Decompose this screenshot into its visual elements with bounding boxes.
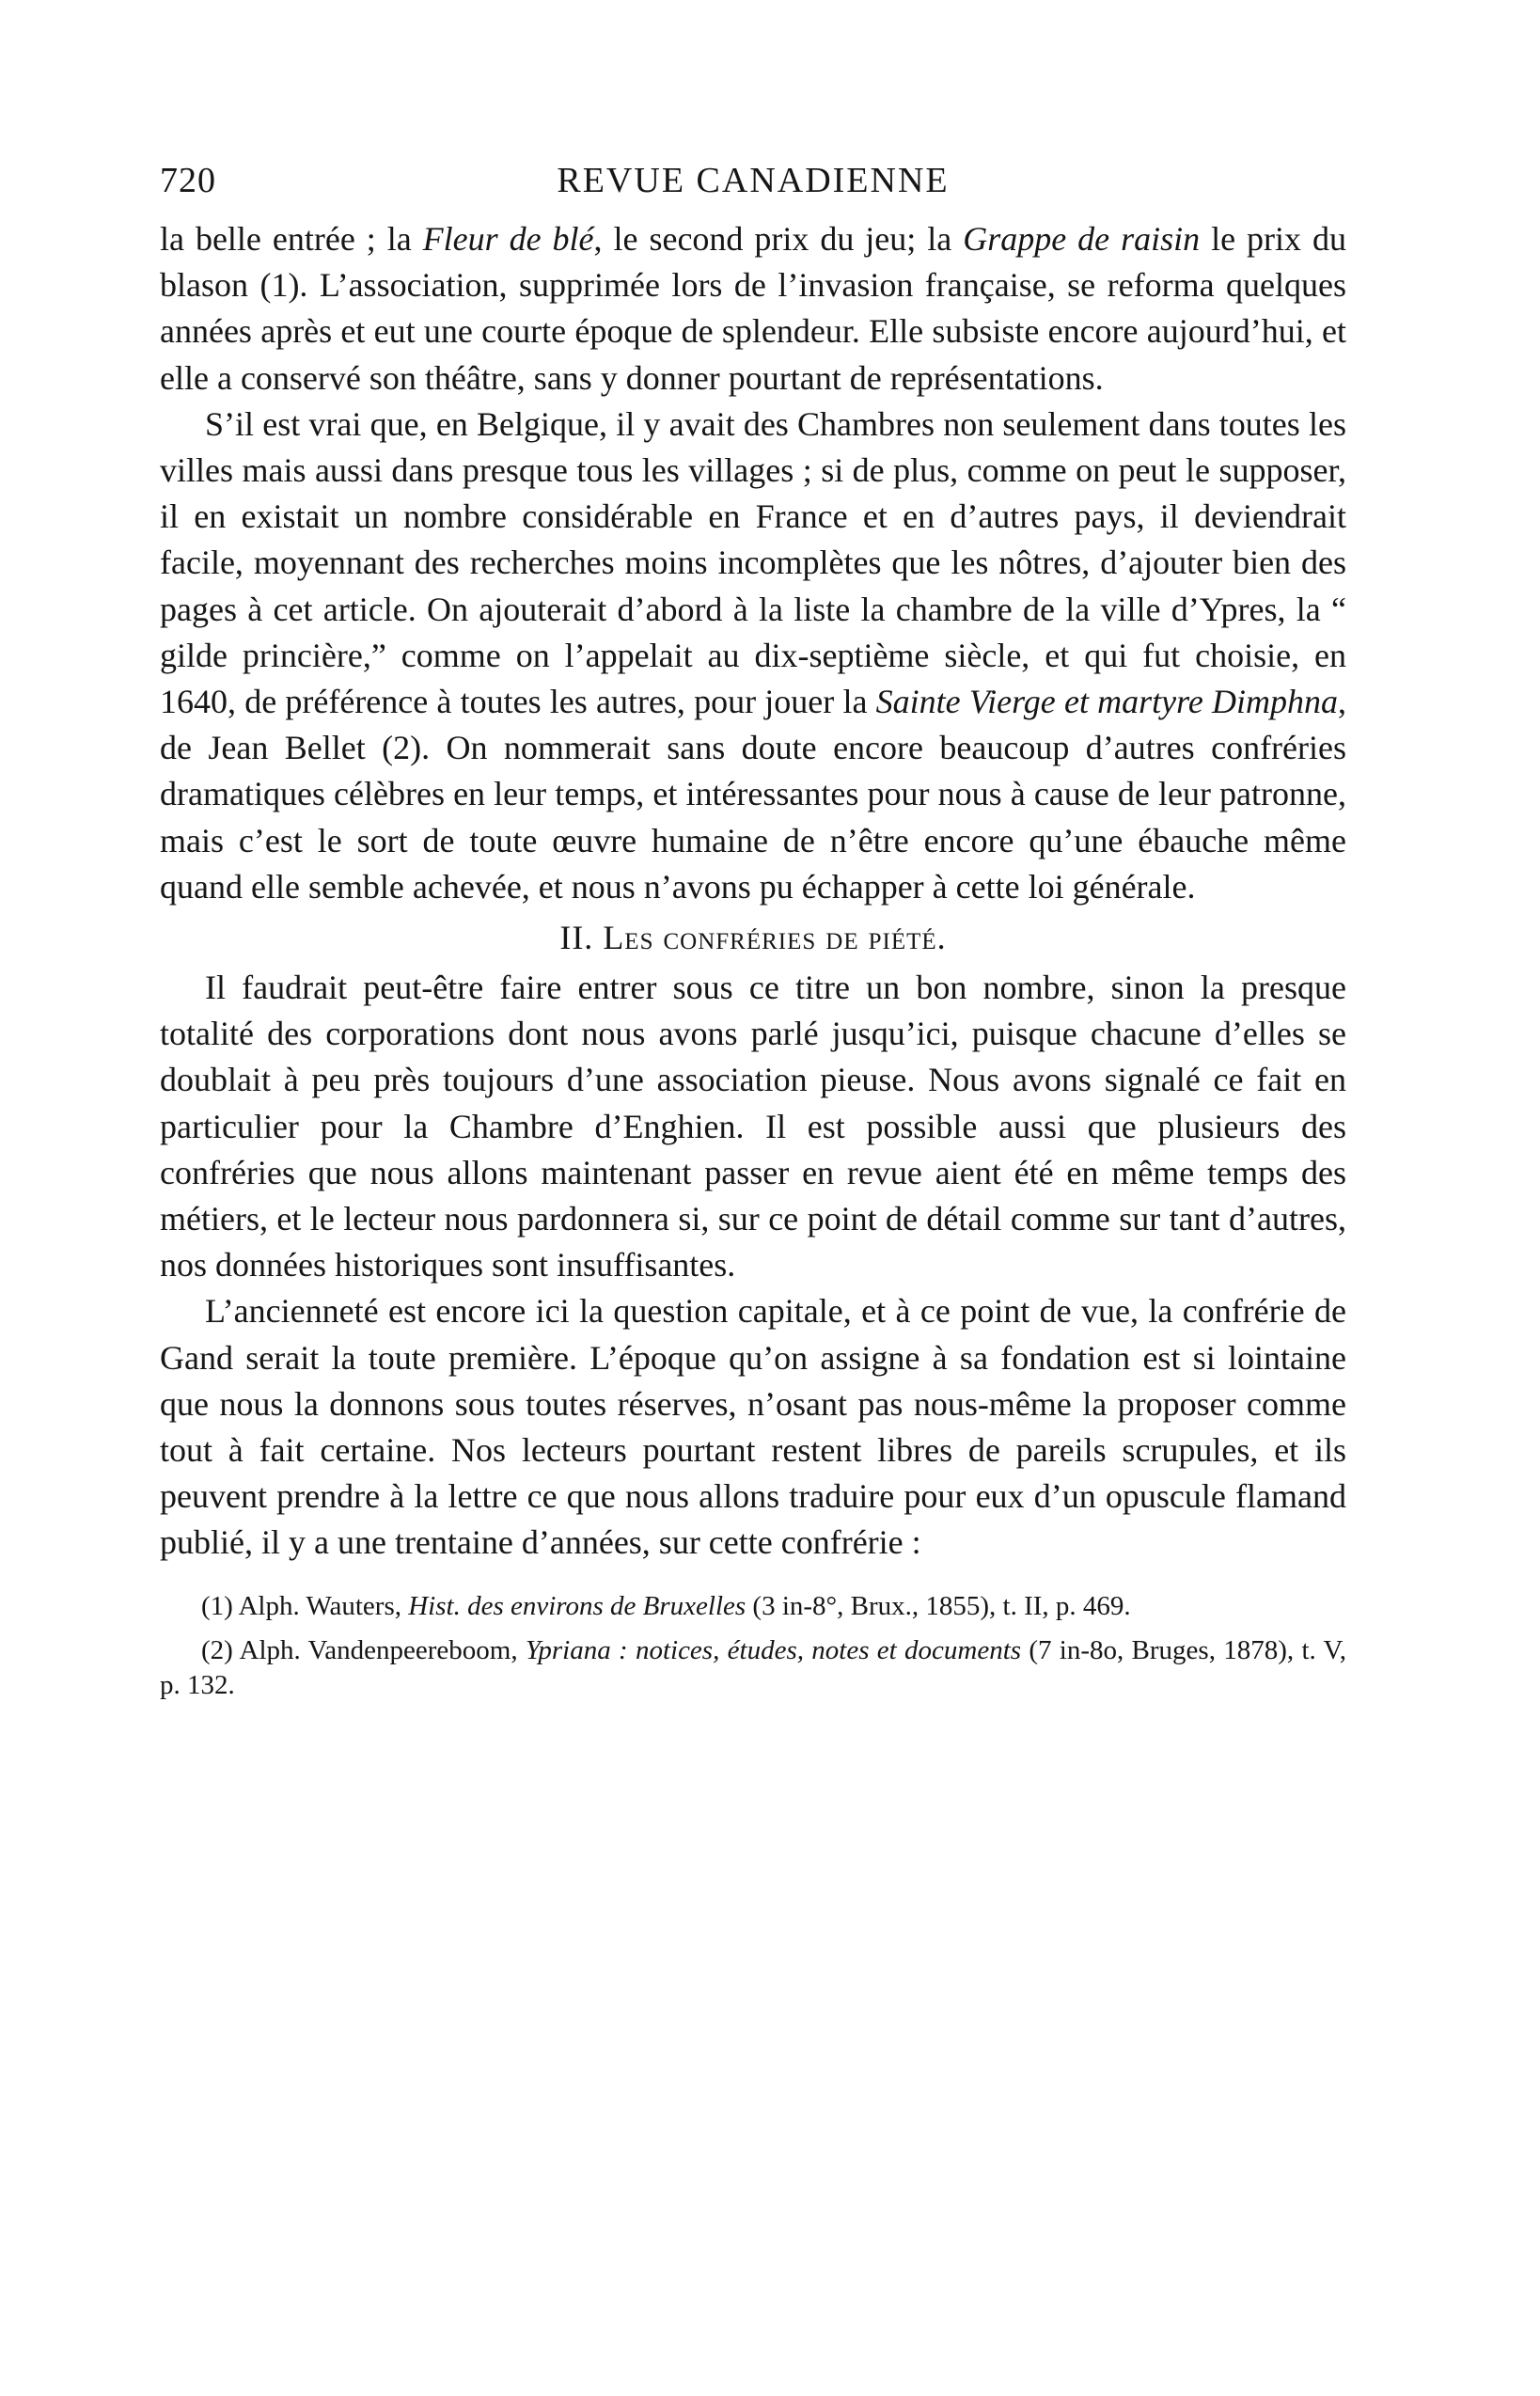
paragraph-4: L’ancienneté est encore ici la question capitale, et à ce point de vue, la confrérie de Gand serait la toute première. L’époque qu’on assigne à sa fondation est si lointaine que nous la donnons sous toutes réserves, n’osant pas nous-même la proposer comme tout à fait certaine. Nos lecteurs pourtant restent libres de pareils scrupules, et ils peuvent prendre à la lettre ce que nous allons traduire pour eux d’un opuscule flamand publié, il y a une trentaine d’années, sur cette confrérie : — [160, 1292, 1346, 1562]
paragraph-1-italic-2: Grappe de raisin — [963, 220, 1201, 258]
footnote-2-text-1: (2) Alph. Vandenpeereboom, — [201, 1634, 526, 1665]
paragraph-1-italic-1: Fleur de blé — [422, 220, 594, 258]
paragraph-1-text-3: le prix du blason (1). L’association, supprimée lors de l’invasion française, se reforma quelques années après et eut une courte époque de splendeur. Elle subsiste encore aujourd’hui, et elle a conservé son théâtre, sans y donner pourtant de représentations. — [160, 220, 1346, 397]
paragraph-1 — [160, 216, 1346, 402]
footnote-2-text-2: (7 in-8o, Bruges, 1878), t. V, p. 132. — [160, 1634, 1346, 1700]
paragraph-2-italic-1: Sainte Vierge et martyre Dimphna — [875, 683, 1338, 721]
page-header — [160, 160, 1346, 216]
footnote-1 — [160, 1589, 1346, 1624]
page — [160, 160, 1346, 1712]
section-numeral: II. — [559, 919, 604, 957]
footnote-2 — [160, 1633, 1346, 1703]
paragraph-1-text-1: la belle entrée ; la — [160, 220, 423, 258]
paragraph-2-text-1: S’il est vrai que, en Belgique, il y avait des Chambres non seulement dans toutes les villes mais aussi dans presque tous les villages ; si de plus, comme on peut le supposer, il en existait un nombre considérable en France et en d’autres pays, il deviendrait facile, moyennant des recherches moins incomplètes que les nôtres, d’ajouter bien des pages à cet article. On ajouterait d’abord à la liste la chambre de la ville d’Ypres, la “ gilde princière,” comme on l’appelait au dix-septième siècle, et qui fut choisie, en 1640, de préférence à toutes les autres, pour jouer la — [160, 404, 1346, 721]
section-heading — [160, 912, 1346, 963]
page-number: 720 — [160, 161, 216, 200]
footnote-1-text-1: (1) Alph. Wauters, — [201, 1590, 409, 1621]
footnote-1-italic: Hist. des environs de Bruxelles — [408, 1590, 746, 1621]
section-title: Les confréries de piété. — [603, 919, 947, 957]
body-text — [160, 216, 1346, 1567]
footnote-1-text-2: (3 in-8°, Brux., 1855), t. II, p. 469. — [746, 1590, 1131, 1621]
paragraph-2-text-2: , de Jean Bellet (2). On nommerait sans doute encore beaucoup d’autres confréries dramatiques célèbres en leur temps, et intéressantes pour nous à cause de leur patronne, mais c’est le sort de toute œuvre humaine de n’être encore qu’une ébauche même quand elle semble achevée, et nous n’avons pu échapper à cette loi générale. — [160, 683, 1346, 906]
paragraph-1-text-2: , le second prix du jeu; la — [593, 220, 964, 258]
footnote-2-italic: Ypriana : notices, études, notes et documents — [525, 1634, 1022, 1665]
paragraph-2 — [160, 402, 1346, 910]
footnotes — [160, 1589, 1346, 1703]
running-title: REVUE CANADIENNE — [557, 161, 950, 200]
paragraph-3: Il faudrait peut-être faire entrer sous ce titre un bon nombre, sinon la presque totalité des corporations dont nous avons parlé jusqu’ici, puisque chacune d’elles se doublait à peu près toujours d’une association pieuse. Nous avons signalé ce fait en particulier pour la Chambre d’Enghien. Il est possible aussi que plusieurs des confréries que nous allons maintenant passer en revue aient été en même temps des métiers, et le lecteur nous pardonnera si, sur ce point de détail comme sur tant d’autres, nos données historiques sont insuffisantes. — [160, 969, 1346, 1285]
